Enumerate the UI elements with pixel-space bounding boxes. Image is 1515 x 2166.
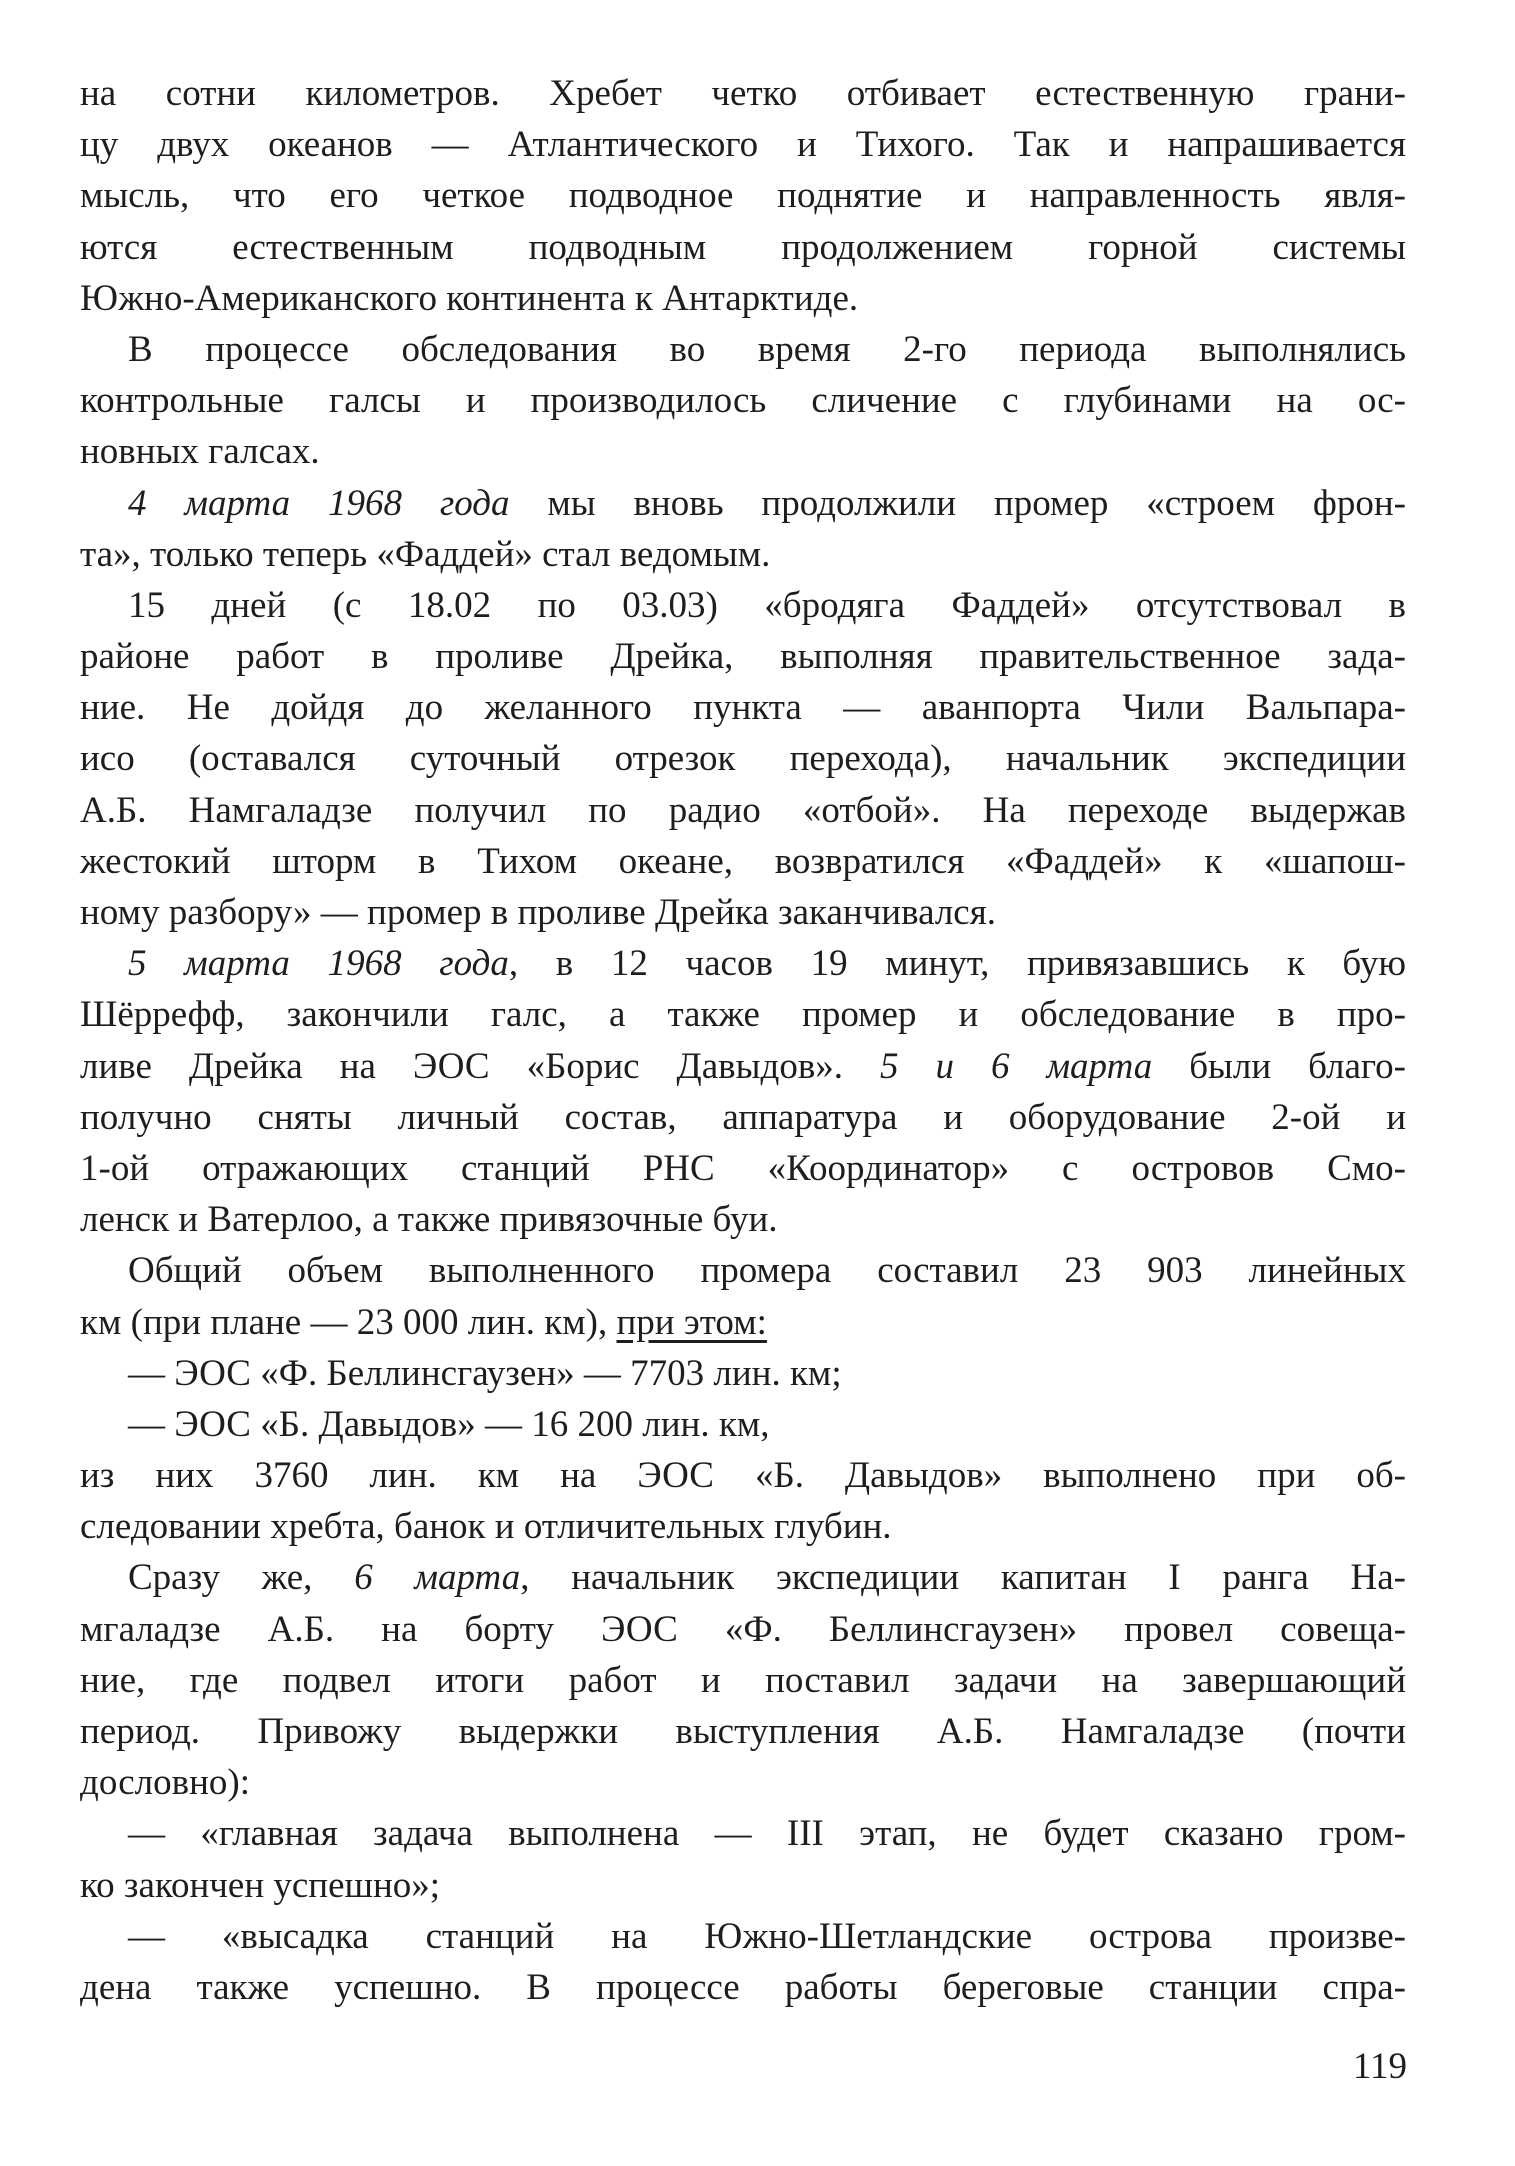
text-segment: мгаладзе А.Б. на борту ЭОС «Ф. Беллинсгаузен» провел совеща- [80, 1608, 1406, 1650]
text-segment: контрольные галсы и производилось сличение с глубинами на ос- [80, 380, 1406, 422]
text-segment: В процессе обследования во время 2-го периода выполнялись [128, 328, 1406, 370]
text-segment: ливе Дрейка на ЭОС «Борис Давыдов». [80, 1045, 881, 1087]
text-segment: на сотни километров. Хребет четко отбивает естественную грани- [80, 73, 1406, 114]
text-line [80, 1092, 1406, 1143]
text-line [80, 1860, 1406, 1911]
text-segment: получно сняты личный состав, аппаратура и оборудование 2-ой и [80, 1096, 1406, 1138]
page-number: 119 [1352, 2046, 1407, 2087]
text-line [80, 733, 1406, 784]
text-segment: районе работ в проливе Дрейка, выполняя правительственное зада- [80, 636, 1406, 678]
text-line [80, 1962, 1406, 2013]
text-segment: , в 12 часов 19 минут, привязавшись к бую [508, 943, 1406, 985]
text-segment: км (при плане — 23 000 лин. км), [80, 1301, 617, 1343]
text-line [80, 426, 1406, 477]
text-line [80, 273, 1406, 324]
text-line [80, 1501, 1406, 1552]
text-segment: ленск и Ватерлоо, а также привязочные буи. [80, 1199, 778, 1241]
text-line [80, 324, 1406, 375]
text-line [80, 887, 1406, 938]
text-line [80, 1450, 1406, 1501]
italic-date-text: 6 марта [354, 1557, 521, 1599]
text-segment: ние. Не дойдя до желанного пункта — аванпорта Чили Вальпара- [80, 687, 1406, 729]
text-segment: — ЭОС «Ф. Беллинсгаузен» — 7703 лин. км; [128, 1352, 842, 1394]
text-line [80, 1348, 1406, 1399]
text-segment: жестокий шторм в Тихом океане, возвратился «Фаддей» к «шапош- [80, 840, 1406, 882]
text-line [80, 1194, 1406, 1245]
text-segment: Общий объем выполненного промера составил 23 903 линейных [128, 1250, 1406, 1292]
text-line [80, 785, 1406, 836]
text-line [80, 375, 1406, 426]
text-segment: дена также успешно. В процессе работы береговые станции спра- [80, 1966, 1406, 2008]
text-line [80, 1604, 1406, 1655]
text-segment: дословно): [80, 1762, 251, 1804]
text-line [80, 938, 1406, 989]
text-line [80, 631, 1406, 682]
text-line [80, 478, 1406, 529]
text-line [80, 580, 1406, 631]
text-line [80, 1757, 1406, 1808]
text-line [80, 529, 1406, 580]
text-segment: мы вновь продолжили промер «строем фрон- [509, 482, 1406, 524]
text-line [80, 1297, 1406, 1348]
underlined-text: при этом: [616, 1301, 767, 1343]
text-segment: — «главная задача выполнена — III этап, не будет сказано гром- [128, 1813, 1406, 1855]
text-line [80, 1911, 1406, 1962]
text-line [80, 1706, 1406, 1757]
text-segment: период. Привожу выдержки выступления А.Б. Намгаладзе (почти [80, 1711, 1406, 1752]
text-line [80, 170, 1406, 221]
text-line [80, 1245, 1406, 1296]
text-segment: цу двух океанов — Атлантического и Тихого. Так и напрашивается [80, 124, 1406, 166]
text-segment: были благо- [1152, 1045, 1407, 1087]
italic-date-text: 5 марта 1968 года [128, 943, 509, 985]
text-segment: ются естественным подводным продолжением горной системы [80, 226, 1406, 268]
text-segment: ние, где подвел итоги работ и поставил задачи на завершающий [80, 1659, 1406, 1701]
text-line [80, 1552, 1406, 1603]
text-segment: 15 дней (с 18.02 по 03.03) «бродяга Фаддей» отсутствовал в [128, 584, 1406, 626]
italic-date-text: 4 марта 1968 года [128, 482, 510, 524]
text-segment: ному разбору» — промер в проливе Дрейка заканчивался. [80, 892, 996, 933]
text-segment: Южно-Американского континента к Антарктиде. [80, 277, 859, 319]
text-line [80, 1655, 1406, 1706]
text-line [80, 1808, 1406, 1859]
text-line [80, 1041, 1406, 1092]
text-line [80, 68, 1406, 119]
text-segment: А.Б. Намгаладзе получил по радио «отбой». На переходе выдержав [80, 789, 1406, 831]
page-body-text [80, 68, 1406, 2013]
text-line [80, 682, 1406, 733]
text-line [80, 836, 1406, 887]
text-line [80, 119, 1406, 170]
text-line [80, 989, 1406, 1040]
text-segment: , начальник экспедиции капитан I ранга На- [520, 1557, 1406, 1599]
text-line [80, 222, 1406, 273]
text-segment: новных галсах. [80, 431, 320, 473]
italic-date-text: 5 и 6 марта [880, 1045, 1153, 1087]
text-segment: ко закончен успешно»; [80, 1864, 441, 1906]
text-segment: — ЭОС «Б. Давыдов» — 16 200 лин. км, [128, 1403, 770, 1445]
text-segment: — «высадка станций на Южно-Шетландские острова произве- [128, 1915, 1406, 1957]
text-segment: 1-ой отражающих станций РНС «Координатор» с островов Смо- [80, 1147, 1406, 1189]
text-segment: та», только теперь «Фаддей» стал ведомым. [80, 533, 771, 575]
text-segment: Шёррефф, закончили галс, а также промер и обследование в про- [80, 994, 1406, 1036]
text-segment: мысль, что его четкое подводное поднятие и направленность явля- [80, 175, 1406, 217]
text-segment: следовании хребта, банок и отличительных глубин. [80, 1506, 892, 1548]
text-line [80, 1399, 1406, 1450]
text-line [80, 1143, 1406, 1194]
text-segment: исо (оставался суточный отрезок перехода), начальник экспедиции [80, 738, 1406, 780]
text-segment: из них 3760 лин. км на ЭОС «Б. Давыдов» выполнено при об- [80, 1455, 1406, 1497]
text-segment: Сразу же, [128, 1557, 355, 1599]
